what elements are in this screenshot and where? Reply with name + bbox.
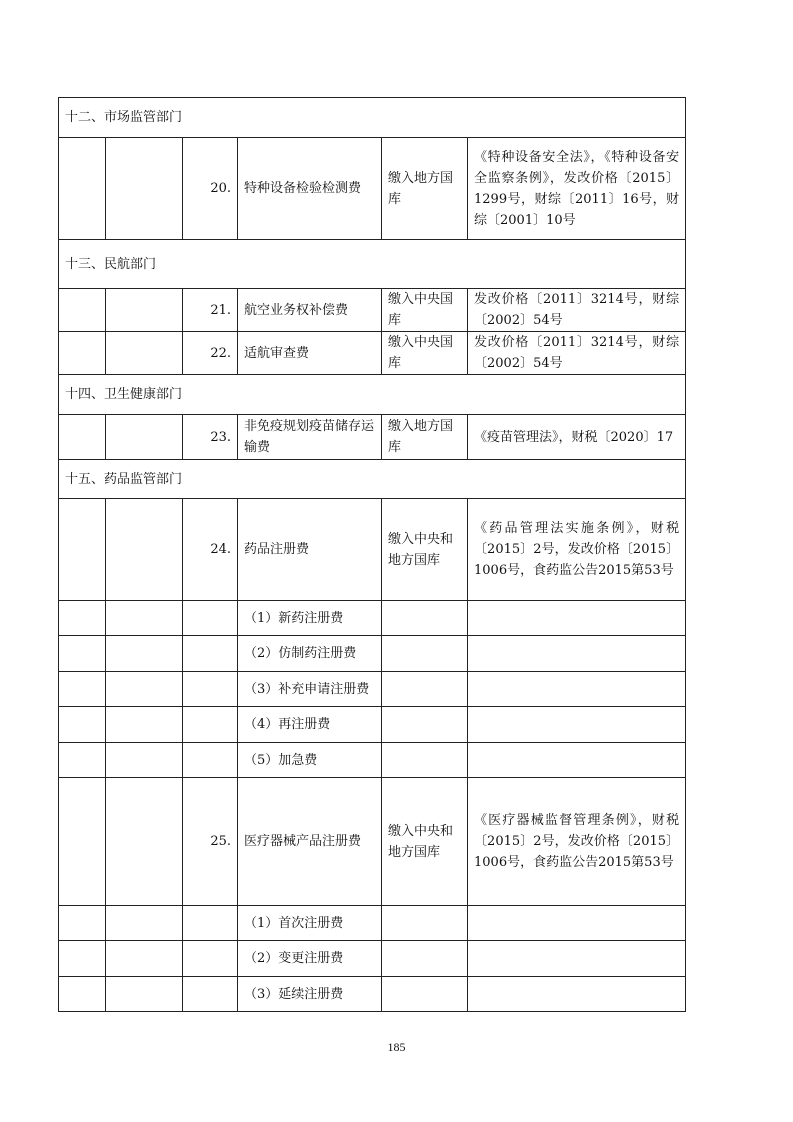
section-title: 十二、市场监管部门 [59,98,686,138]
empty-cell [183,672,238,707]
empty-cell [468,707,686,743]
section-title: 十四、卫生健康部门 [59,375,686,415]
empty-cell [59,672,106,707]
item-basis: 发改价格〔2011〕3214号，财综〔2002〕54号 [468,332,686,375]
item-basis: 《特种设备安全法》，《特种设备安全监察条例》，发改价格〔2015〕1299号，财综〔2011〕16号，财综〔2001〕10号 [468,138,686,240]
empty-cell [106,672,183,707]
empty-cell [468,941,686,977]
empty-cell [106,743,183,778]
item-number: 23. [183,415,238,460]
empty-cell [106,636,183,672]
table-row [59,743,686,778]
sub-item-name: （3）补充申请注册费 [238,672,382,707]
item-name: 特种设备检验检测费 [238,138,382,240]
page-number: 185 [387,1040,406,1054]
empty-cell [183,941,238,977]
empty-cell [59,707,106,743]
empty-cell [59,743,106,778]
table-row [59,977,686,1012]
sub-item-name: （4）再注册费 [238,707,382,743]
empty-cell [382,941,468,977]
sub-item-name: （2）仿制药注册费 [238,636,382,672]
item-name: 药品注册费 [238,499,382,601]
item-number: 25. [183,778,238,906]
table-row [59,778,686,906]
empty-cell [59,289,106,332]
item-number: 21. [183,289,238,332]
section-row [59,375,686,415]
table-row [59,906,686,941]
item-treasury: 缴入地方国库 [382,138,468,240]
empty-cell [183,743,238,778]
empty-cell [106,415,183,460]
item-name: 适航审查费 [238,332,382,375]
sub-item-name: （1）新药注册费 [238,601,382,636]
empty-cell [59,941,106,977]
empty-cell [59,906,106,941]
empty-cell [106,138,183,240]
item-basis: 发改价格〔2011〕3214号，财综〔2002〕54号 [468,289,686,332]
empty-cell [59,415,106,460]
empty-cell [183,636,238,672]
empty-cell [382,672,468,707]
item-basis: 《医疗器械监督管理条例》，财税〔2015〕2号，发改价格〔2015〕1006号，食药监公告2015第53号 [468,778,686,906]
table-row [59,499,686,601]
section-row [59,460,686,499]
empty-cell [183,707,238,743]
empty-cell [382,977,468,1012]
empty-cell [468,743,686,778]
empty-cell [468,636,686,672]
empty-cell [106,941,183,977]
section-title: 十五、药品监管部门 [59,460,686,499]
item-name: 航空业务权补偿费 [238,289,382,332]
empty-cell [183,906,238,941]
item-treasury: 缴入地方国库 [382,415,468,460]
empty-cell [382,906,468,941]
empty-cell [106,707,183,743]
table-row [59,941,686,977]
empty-cell [382,636,468,672]
section-row [59,240,686,289]
table-row [59,636,686,672]
empty-cell [59,601,106,636]
table-row [59,138,686,240]
sub-item-name: （5）加急费 [238,743,382,778]
item-treasury: 缴入中央国库 [382,289,468,332]
empty-cell [59,499,106,601]
empty-cell [468,601,686,636]
empty-cell [382,707,468,743]
empty-cell [468,977,686,1012]
table-row [59,601,686,636]
empty-cell [106,289,183,332]
empty-cell [59,332,106,375]
empty-cell [106,332,183,375]
empty-cell [59,636,106,672]
table-row [59,289,686,332]
item-number: 22. [183,332,238,375]
section-title: 十三、民航部门 [59,240,686,289]
table-row [59,332,686,375]
empty-cell [59,138,106,240]
table-row [59,672,686,707]
item-name: 医疗器械产品注册费 [238,778,382,906]
empty-cell [468,672,686,707]
table-row [59,415,686,460]
item-treasury: 缴入中央和地方国库 [382,778,468,906]
item-name: 非免疫规划疫苗储存运输费 [238,415,382,460]
item-number: 20. [183,138,238,240]
empty-cell [183,601,238,636]
fee-table [58,97,686,1012]
empty-cell [106,906,183,941]
empty-cell [382,743,468,778]
item-basis: 《药品管理法实施条例》，财税〔2015〕2号，发改价格〔2015〕1006号，食药监公告2015第53号 [468,499,686,601]
empty-cell [106,778,183,906]
item-treasury: 缴入中央和地方国库 [382,499,468,601]
sub-item-name: （3）延续注册费 [238,977,382,1012]
empty-cell [106,499,183,601]
empty-cell [183,977,238,1012]
item-basis: 《疫苗管理法》，财税〔2020〕17 [468,415,686,460]
empty-cell [468,906,686,941]
item-treasury: 缴入中央国库 [382,332,468,375]
empty-cell [59,977,106,1012]
empty-cell [106,977,183,1012]
item-number: 24. [183,499,238,601]
empty-cell [382,601,468,636]
section-row [59,98,686,138]
table-row [59,707,686,743]
empty-cell [59,778,106,906]
sub-item-name: （1）首次注册费 [238,906,382,941]
sub-item-name: （2）变更注册费 [238,941,382,977]
empty-cell [106,601,183,636]
